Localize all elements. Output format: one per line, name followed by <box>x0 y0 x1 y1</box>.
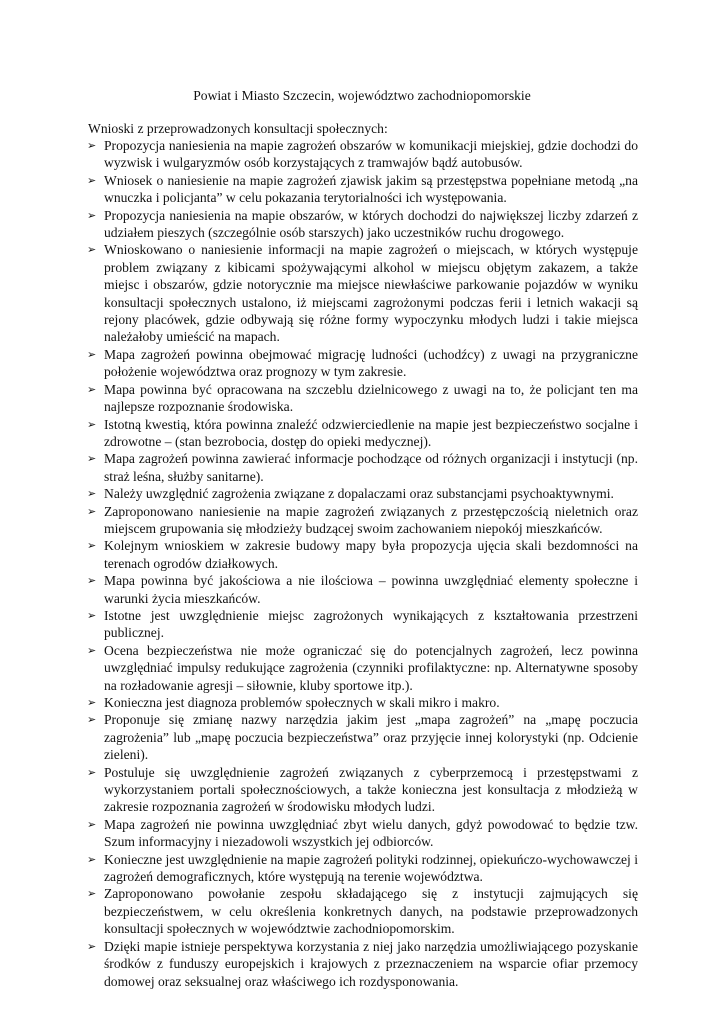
list-item <box>87 381 638 416</box>
list-item-text: Mapa powinna być jakościowa a nie ilościowa – powinna uwzględniać elementy społeczne i warunki życia mieszkańców. <box>104 573 638 606</box>
list-item-text: Dzięki mapie istnieje perspektywa korzystania z niej jako narzędzia umożliwiającego pozyskanie środków z funduszy europejskich i krajowych z przeznaczeniem na wsparcie ofiar przemocy domowej oraz seksualnej oraz właściwego ich rozdysponowania. <box>104 938 638 989</box>
list-item <box>87 172 638 207</box>
arrowhead-bullet-icon: ➢ <box>87 243 97 257</box>
arrowhead-bullet-icon: ➢ <box>87 852 97 866</box>
list-item <box>87 572 638 607</box>
list-item-text: Proponuje się zmianę nazwy narzędzia jakim jest „mapa zagrożeń” na „mapę poczucia zagrożenia” lub „mapę poczucia bezpieczeństwa” oraz przyjęcie innej kolorystyki (np. Odcienie zieleni). <box>104 712 638 763</box>
intro-heading: Wnioski z przeprowadzonych konsultacji społecznych: <box>88 121 388 136</box>
list-item-text: Mapa zagrożeń powinna zawierać informacje pochodzące od różnych organizacji i instytucji (np. straż leśna, służby sanitarne). <box>104 451 638 484</box>
arrowhead-bullet-icon: ➢ <box>87 347 97 361</box>
arrowhead-bullet-icon: ➢ <box>87 696 97 709</box>
page-title: Powiat i Miasto Szczecin, województwo zachodniopomorskie <box>193 88 531 103</box>
list-item-text: Postuluje się uwzględnienie zagrożeń związanych z cyberprzemocą i przestępstwami z wykorzystaniem portali społecznościowych, a także konieczna jest konsultacja z młodzieżą w zakresie rozpoznania zagrożeń w środowisku młodych ludzi. <box>104 764 638 815</box>
list-item-text: Istotne jest uwzględnienie miejsc zagrożonych wynikających z kształtowania przestrzeni publicznej. <box>104 607 638 641</box>
list-item-text: Mapa powinna być opracowana na szczeblu dzielnicowego z uwagi na to, że policjant ten ma najlepsze rozpoznanie środowiska. <box>104 381 638 415</box>
arrowhead-bullet-icon: ➢ <box>87 643 97 657</box>
list-item <box>87 694 638 711</box>
list-item-text: Zaproponowano naniesienie na mapie zagrożeń związanych z przestępczością nieletnich oraz miejscem grupowania się młodzieży budzącej swoim zachowaniem niepokój mieszkańców. <box>104 503 638 536</box>
list-item <box>87 885 638 937</box>
list-item-text: Konieczna jest diagnoza problemów społecznych w skali mikro i makro. <box>104 695 500 710</box>
list-item <box>87 607 638 642</box>
arrowhead-bullet-icon: ➢ <box>87 417 97 431</box>
conclusions-list <box>87 137 638 990</box>
list-item <box>87 416 638 451</box>
list-item <box>87 450 638 485</box>
arrowhead-bullet-icon: ➢ <box>87 139 97 152</box>
list-item <box>87 485 638 502</box>
list-item <box>87 241 638 345</box>
arrowhead-bullet-icon: ➢ <box>87 887 97 901</box>
list-item-text: Kolejnym wnioskiem w zakresie budowy mapy była propozycja ujęcia skali bezdomności na terenach ogrodów działkowych. <box>104 538 638 571</box>
list-item-text: Ocena bezpieczeństwa nie może ograniczać się do potencjalnych zagrożeń, lecz powinna uwzględniać impulsy redukujące zagrożenia (czynniki profilaktyczne: np. Alternatywne sposoby na rozładowanie agresji – siłownie, kluby sportowe itp.). <box>104 642 638 693</box>
list-item-text: Propozycja naniesienia na mapie obszarów, w których dochodzi do największej liczby zdarzeń z udziałem pieszych (szczególnie osób starszych) jako uczestników ruchu drogowego. <box>104 207 638 241</box>
list-item <box>87 207 638 242</box>
arrowhead-bullet-icon: ➢ <box>87 539 97 553</box>
list-item <box>87 537 638 572</box>
list-item-text: Konieczne jest uwzględnienie na mapie zagrożeń polityki rodzinnej, opiekuńczo-wychowawczej i zagrożeń demograficznych, które występują na terenie województwa. <box>104 851 638 885</box>
list-item <box>87 711 638 763</box>
list-item-text: Wniosek o naniesienie na mapie zagrożeń zjawisk jakim są przestępstwa popełniane metodą „na wnuczka i policjanta” w celu pokazania terytorialności ich występowania. <box>104 172 638 206</box>
list-item <box>87 346 638 381</box>
arrowhead-bullet-icon: ➢ <box>87 504 97 518</box>
list-item <box>87 851 638 886</box>
arrowhead-bullet-icon: ➢ <box>87 487 97 501</box>
arrowhead-bullet-icon: ➢ <box>87 817 97 831</box>
arrowhead-bullet-icon: ➢ <box>87 765 97 779</box>
list-item-text: Zaproponowano powołanie zespołu składającego się z instytucji zajmujących się bezpieczeństwem, w celu określenia konkretnych danych, na podstawie przeprowadzonych konsultacji społecznych w województwie zachodniopomorskim. <box>104 886 638 937</box>
list-item <box>87 503 638 538</box>
list-item <box>87 137 638 172</box>
arrowhead-bullet-icon: ➢ <box>87 208 97 222</box>
list-item-text: Mapa zagrożeń nie powinna uwzględniać zbyt wielu danych, gdyż powodować to będzie tzw. Szum informacyjny i niezadowoli wszystkich jej odbiorców. <box>104 816 638 850</box>
arrowhead-bullet-icon: ➢ <box>87 452 97 466</box>
arrowhead-bullet-icon: ➢ <box>87 939 97 953</box>
list-item <box>87 642 638 694</box>
list-item <box>87 764 638 816</box>
list-item-text: Propozycja naniesienia na mapie zagrożeń obszarów w komunikacji miejskiej, gdzie dochodzi do wyzwisk i wulgaryzmów osób korzystających z tramwajów bądź autobusów. <box>104 138 638 171</box>
list-item <box>87 938 638 990</box>
list-item <box>87 816 638 851</box>
list-item-text: Istotną kwestią, która powinna znaleźć odzwierciedlenie na mapie jest bezpieczeństwo socjalne i zdrowotne – (stan bezrobocia, dostęp do opieki medycznej). <box>104 416 638 449</box>
arrowhead-bullet-icon: ➢ <box>87 574 97 588</box>
arrowhead-bullet-icon: ➢ <box>87 382 97 396</box>
list-item-text: Należy uwzględnić zagrożenia związane z dopalaczami oraz substancjami psychoaktywnymi. <box>104 486 614 502</box>
arrowhead-bullet-icon: ➢ <box>87 173 97 187</box>
arrowhead-bullet-icon: ➢ <box>87 713 97 727</box>
list-item-text: Wnioskowano o naniesienie informacji na mapie zagrożeń o miejscach, w których występuje problem związany z kibicami spożywającymi alkohol w miejscu objętym zakazem, a także miejsc i obszarów, gdzie notorycznie ma miejsce niewłaściwe parkowanie pojazdów w wyniku konsultacji społecznych ustalono, iż miejscami zagrożonymi podczas ferii i letnich wakacji są rejony placówek, gdzie odbywają się różne formy wypoczynku młodych ludzi i takie miejsca należałoby umieścić na mapach. <box>104 242 638 345</box>
list-item-text: Mapa zagrożeń powinna obejmować migrację ludności (uchodźcy) z uwagi na przygraniczne położenie województwa oraz prognozy w tym zakresie. <box>104 346 638 380</box>
arrowhead-bullet-icon: ➢ <box>87 608 97 622</box>
